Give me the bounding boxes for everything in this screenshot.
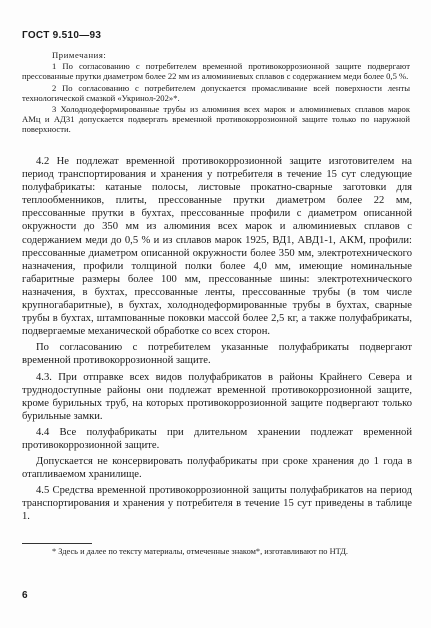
note-item-3: 3 Холоднодеформированные трубы из алюминия всех марок и алюминиевых сплавов марок АМц и АД31 допускается подвергать временной противокоррозионной защите только по наружной поверхности. <box>22 104 410 135</box>
footnote-divider <box>22 543 92 544</box>
footnote: * Здесь и далее по тексту материалы, отмеченные знаком*, изготавливают по НТД. <box>52 547 349 556</box>
clause-4-3: 4.3. При отправке всех видов полуфабрикатов в районы Крайнего Севера и труднодоступные районы они подлежат временной противокоррозионной защите, кроме бурильных труб, на которых противокоррозионной защите подвергают только бурильные замки. <box>22 371 412 422</box>
clause-4-4: 4.4 Все полуфабрикаты при длительном хранении подлежат временной противокоррозионной защите. <box>22 426 412 451</box>
clause-4-2-agreement: По согласованию с потребителем указанные полуфабрикаты подвергают временной противокоррозионной защите. <box>22 342 412 367</box>
clause-4-5: 4.5 Средства временной противокоррозионной защиты полуфабрикатов на период транспортирования и хранения у потребителя в течение 15 сут приведены в таблице 1. <box>22 485 412 523</box>
note-item-2: 2 По согласованию с потребителем допускается промасливание всей поверхности ленты технологической смазкой «Укринол-202»*. <box>22 82 410 103</box>
clause-4-4-exception: Допускается не консервировать полуфабрикаты при сроке хранения до 1 года в отапливаемом хранилище. <box>22 456 412 481</box>
notes-title: Примечания: <box>52 50 107 60</box>
main-text <box>22 155 412 527</box>
standard-header: ГОСТ 9.510—93 <box>22 30 102 41</box>
note-item-1: 1 По согласованию с потребителем временной противокоррозионной защите подвергают прессованные прутки диаметром более 22 мм из алюминиевых сплавов с содержанием меди более 0,5 %. <box>22 61 410 82</box>
page-number: 6 <box>22 590 28 601</box>
notes-block <box>22 50 410 136</box>
clause-4-2: 4.2 Не подлежат временной противокоррозионной защите изготовителем на период транспортирования и хранения у потребителя в течение 15 сут следующие полуфабрикаты: катаные полосы, листовые прокатно-сварные заготовки для теплообменников, плиты, прессованные прутки диаметром более 22 мм, прессованные прутки в бухтах, прессованные профили с диаметром описанной окружности до 350 мм из алюминия всех марок и алюминиевых сплавов с содержанием меди до 0,5 % и из сплавов марок 1925, ВД1, АВД1-1, АКМ, профили: прессованные диаметром описанной окружности более 350 мм, электротехнического назначения, профили толщиной полки более 4,0 мм, имеющие номинальные габаритные размеры более 100 мм, прессованные шины: электротехнического назначения, в бухтах, прессованные ленты, прессованные трубы (в том числе крупногабаритные), в бухтах, холоднодеформированные трубы в бухтах, сварные трубы в бухтах, штампованные поковки массой более 2,5 кг, а также полуфабрикаты, подвергаемые механической обработке со всех сторон. <box>22 156 412 338</box>
